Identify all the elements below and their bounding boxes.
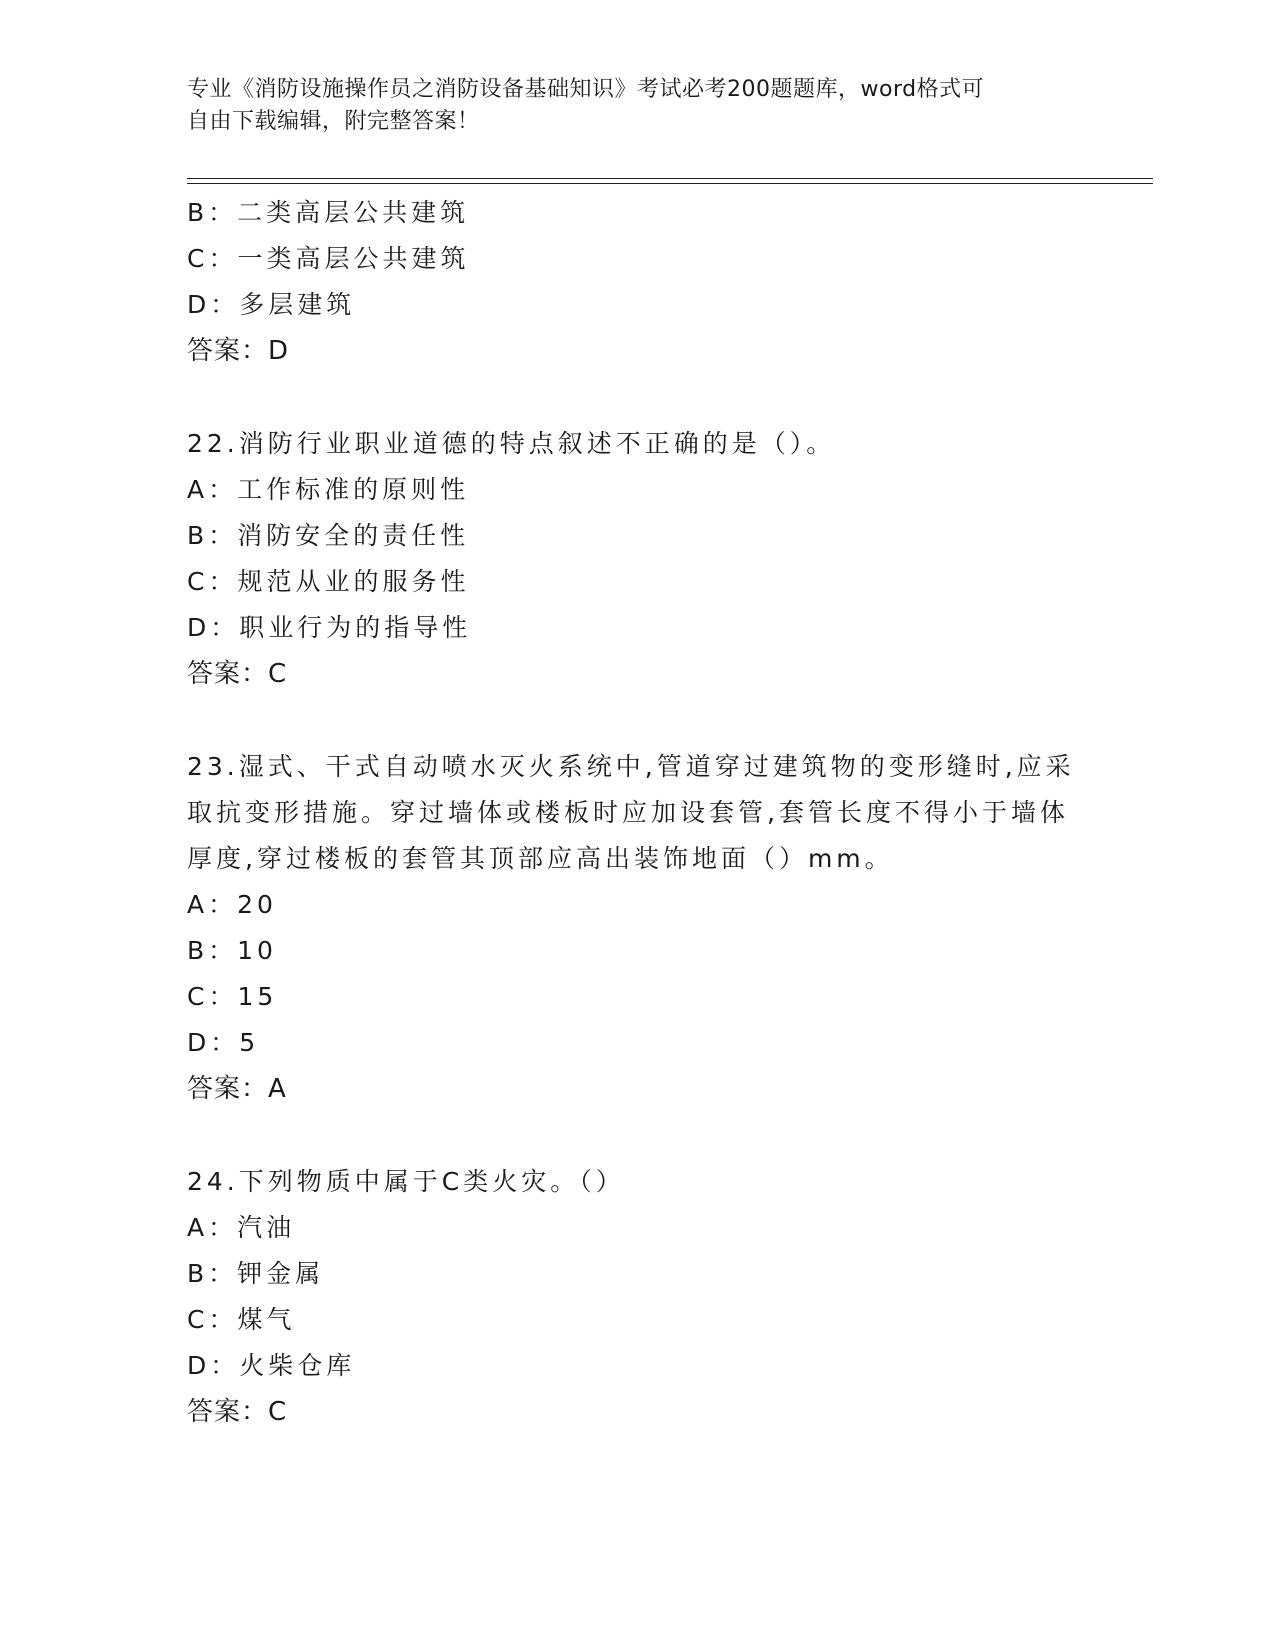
header-divider-top bbox=[187, 178, 1153, 179]
answer: 答案：C bbox=[187, 659, 288, 689]
option-c: C：规范从业的服务性 bbox=[187, 567, 470, 596]
option-b: B：二类高层公共建筑 bbox=[187, 198, 470, 227]
answer: 答案：C bbox=[187, 1397, 288, 1427]
answer: 答案：D bbox=[187, 336, 290, 366]
question-text-line-1: 23.湿式、干式自动喷水灭火系统中,管道穿过建筑物的变形缝时,应采 bbox=[187, 752, 1075, 781]
header-divider-bottom bbox=[187, 183, 1153, 184]
option-a: A：20 bbox=[187, 890, 277, 919]
question-24 bbox=[187, 1159, 1087, 1435]
option-c: C：煤气 bbox=[187, 1305, 296, 1334]
header-line-1: 专业《消防设施操作员之消防设备基础知识》考试必考200题题库，word格式可 bbox=[187, 77, 985, 102]
question-23 bbox=[187, 744, 1087, 1112]
answer: 答案：A bbox=[187, 1074, 287, 1104]
option-d: D：职业行为的指导性 bbox=[187, 613, 472, 642]
option-d: D：火柴仓库 bbox=[187, 1351, 356, 1380]
question-list bbox=[187, 190, 1087, 1435]
option-c: C：15 bbox=[187, 982, 278, 1011]
question-text: 24.下列物质中属于C类火灾。（） bbox=[187, 1167, 625, 1196]
option-d: D：5 bbox=[187, 1028, 260, 1057]
option-b: B：10 bbox=[187, 936, 277, 965]
option-a: A：汽油 bbox=[187, 1213, 296, 1242]
document-header bbox=[187, 74, 1087, 138]
option-b: B：消防安全的责任性 bbox=[187, 521, 470, 550]
option-c: C：一类高层公共建筑 bbox=[187, 244, 470, 273]
header-line-2: 自由下载编辑，附完整答案！ bbox=[187, 109, 480, 134]
option-d: D：多层建筑 bbox=[187, 290, 356, 319]
question-text-line-2: 取抗变形措施。穿过墙体或楼板时应加设套管,套管长度不得小于墙体 bbox=[187, 798, 1069, 827]
question-22 bbox=[187, 421, 1087, 697]
question-text: 22.消防行业职业道德的特点叙述不正确的是（）。 bbox=[187, 429, 836, 458]
question-21-partial bbox=[187, 190, 1087, 374]
question-text-line-3: 厚度,穿过楼板的套管其顶部应高出装饰地面（）mm。 bbox=[187, 844, 894, 873]
option-a: A：工作标准的原则性 bbox=[187, 475, 470, 504]
option-b: B：钾金属 bbox=[187, 1259, 325, 1288]
